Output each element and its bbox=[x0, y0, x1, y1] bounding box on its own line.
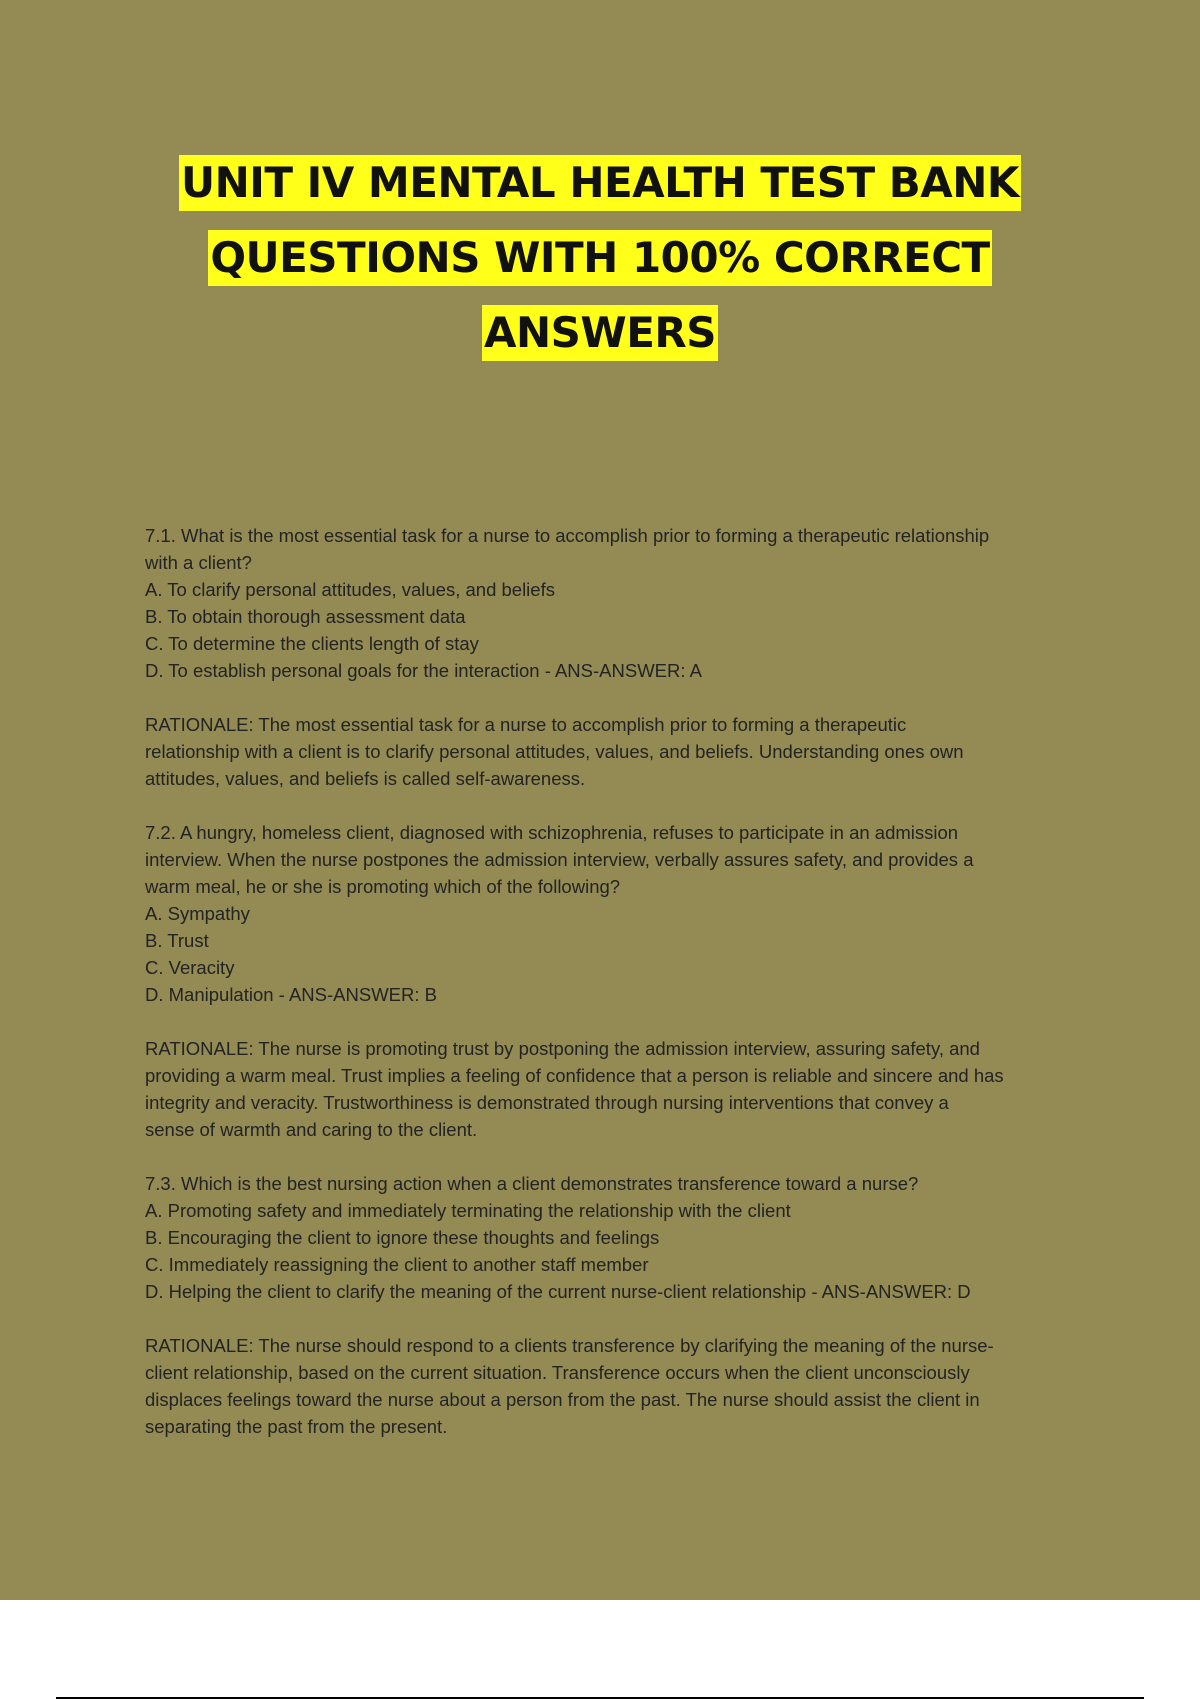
spacer bbox=[145, 1143, 1090, 1170]
rationale-text: providing a warm meal. Trust implies a feeling of confidence that a person is reliable and sincere and has bbox=[145, 1065, 1004, 1086]
document-title bbox=[0, 145, 1200, 370]
title-highlight: QUESTIONS WITH 100% CORRECT bbox=[208, 230, 991, 286]
question-text: 7.3. Which is the best nursing action when a client demonstrates transference toward a nurse? bbox=[145, 1173, 919, 1194]
footer-divider bbox=[56, 1697, 1144, 1699]
question-block bbox=[145, 1170, 1090, 1440]
answer-option: C. Immediately reassigning the client to another staff member bbox=[145, 1254, 649, 1275]
answer-option: D. Manipulation - ANS-ANSWER: B bbox=[145, 984, 437, 1005]
rationale-text: integrity and veracity. Trustworthiness is demonstrated through nursing interventions that convey a bbox=[145, 1092, 949, 1113]
answer-option: B. Encouraging the client to ignore these thoughts and feelings bbox=[145, 1227, 660, 1248]
answer-option: A. To clarify personal attitudes, values, and beliefs bbox=[145, 579, 555, 600]
title-line bbox=[0, 145, 1200, 220]
question-text: with a client? bbox=[145, 552, 252, 573]
title-highlight: UNIT IV MENTAL HEALTH TEST BANK bbox=[179, 155, 1021, 211]
answer-option: D. Helping the client to clarify the meaning of the current nurse-client relationship - ANS-ANSWER: D bbox=[145, 1281, 971, 1302]
answer-option: B. Trust bbox=[145, 930, 209, 951]
spacer bbox=[145, 792, 1090, 819]
answer-option: A. Promoting safety and immediately terminating the relationship with the client bbox=[145, 1200, 791, 1221]
rationale-text: sense of warmth and caring to the client. bbox=[145, 1119, 478, 1140]
answer-option: C. To determine the clients length of stay bbox=[145, 633, 479, 654]
rationale-text: client relationship, based on the current situation. Transference occurs when the client unconsciously bbox=[145, 1362, 970, 1383]
spacer bbox=[145, 684, 1090, 711]
rationale-text: attitudes, values, and beliefs is called self-awareness. bbox=[145, 768, 586, 789]
question-text: warm meal, he or she is promoting which of the following? bbox=[145, 876, 621, 897]
answer-option: A. Sympathy bbox=[145, 903, 250, 924]
spacer bbox=[145, 1008, 1090, 1035]
question-list bbox=[145, 522, 1090, 1440]
question-block bbox=[145, 522, 1090, 819]
rationale-text: relationship with a client is to clarify personal attitudes, values, and beliefs. Understanding ones own bbox=[145, 741, 964, 762]
question-text: 7.1. What is the most essential task for a nurse to accomplish prior to forming a therapeutic relationship bbox=[145, 525, 990, 546]
rationale-text: displaces feelings toward the nurse about a person from the past. The nurse should assist the client in bbox=[145, 1389, 980, 1410]
spacer bbox=[145, 1305, 1090, 1332]
rationale-text: RATIONALE: The most essential task for a nurse to accomplish prior to forming a therapeutic bbox=[145, 714, 907, 735]
answer-option: C. Veracity bbox=[145, 957, 235, 978]
rationale-text: RATIONALE: The nurse is promoting trust by postponing the admission interview, assuring safety, and bbox=[145, 1038, 980, 1059]
answer-option: D. To establish personal goals for the interaction - ANS-ANSWER: A bbox=[145, 660, 702, 681]
question-text: interview. When the nurse postpones the admission interview, verbally assures safety, and provides a bbox=[145, 849, 974, 870]
question-text: 7.2. A hungry, homeless client, diagnosed with schizophrenia, refuses to participate in an admission bbox=[145, 822, 959, 843]
rationale-text: separating the past from the present. bbox=[145, 1416, 448, 1437]
question-block bbox=[145, 819, 1090, 1170]
title-line bbox=[0, 295, 1200, 370]
answer-option: B. To obtain thorough assessment data bbox=[145, 606, 466, 627]
rationale-text: RATIONALE: The nurse should respond to a clients transference by clarifying the meaning of the nurse- bbox=[145, 1335, 994, 1356]
title-highlight: ANSWERS bbox=[482, 305, 718, 361]
title-line bbox=[0, 220, 1200, 295]
